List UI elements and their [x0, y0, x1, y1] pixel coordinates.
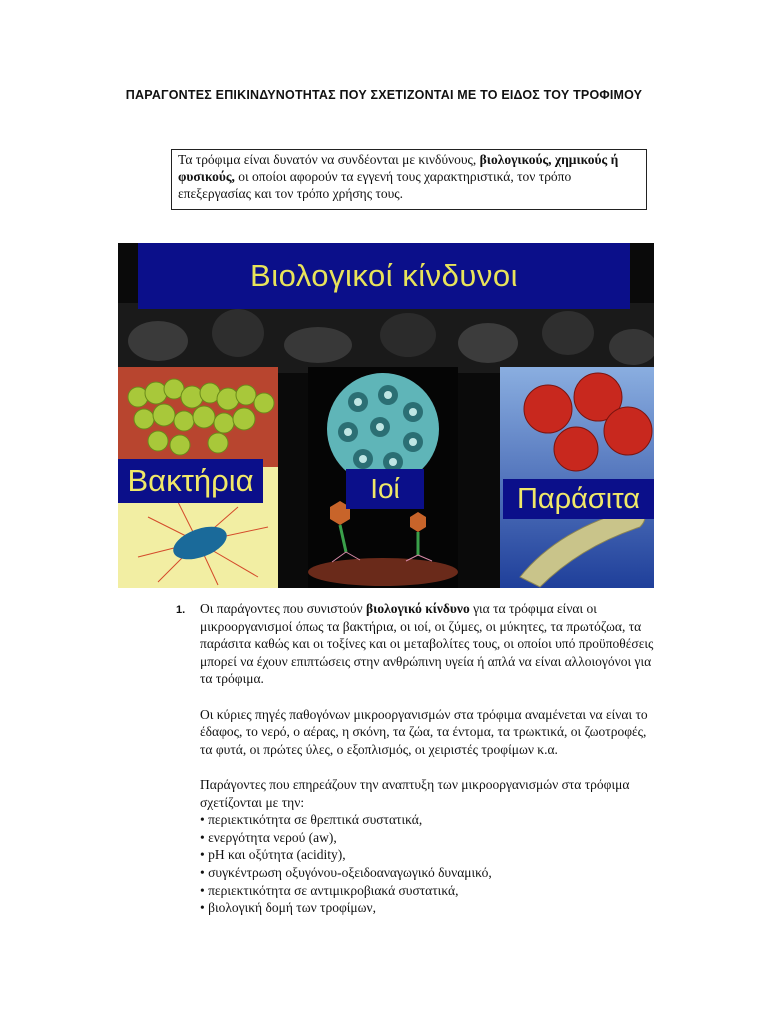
- p1-rest: για τα τρόφιμα είναι οι μικροοργανισμοί όπως τα βακτήρια, οι ιοί, οι ζύμες, οι μύκητες, τα πρωτόζωα, τα παράσιτα καθώς και οι τοξίνες και οι μεταβολίτες τους, οι οποίοι υπό προϋποθέσεις μπορεί να έχουν επιπτώσεις στην ανθρώπινη υγεία ή απλά να είναι αλλοιογόνοι για τα τρόφιμα.: [200, 601, 654, 687]
- list-item: • βιολογική δομή των τροφίμων,: [200, 900, 376, 916]
- paragraph-1: [200, 600, 656, 688]
- label-bacteria: Βακτήρια: [118, 459, 263, 503]
- section-1: [176, 600, 656, 917]
- factor-list: [200, 811, 656, 917]
- list-item: • συγκέντρωση οξυγόνου-οξειδοαναγωγικό δυναμικό,: [200, 864, 492, 880]
- intro-bold: βιολογικούς, χημικούς ή φυσικούς,: [178, 152, 619, 184]
- list-item: • ενεργότητα νερού (aw),: [200, 829, 337, 845]
- paragraph-2: Οι κύριες πηγές παθογόνων μικροοργανισμών στα τρόφιμα αναμένεται να είναι το έδαφος, το νερό, ο αέρας, η σκόνη, τα ζώα, τα έντομα, τα τρωκτικά, οι ζωοτροφές, τα φυτά, οι πρώτες ύλες, ο εξοπλισμός, οι χειριστές τροφίμων κ.α.: [200, 706, 648, 757]
- microbe-background: [118, 303, 654, 373]
- paragraph-3: Παράγοντες που επηρεάζουν την αναπτυξη των μικροοργανισμών στα τρόφιμα σχετίζονται με την:: [200, 776, 630, 810]
- biological-hazards-figure: [118, 243, 654, 588]
- list-item: • pH και οξύτητα (acidity),: [200, 847, 346, 863]
- list-number: 1.: [176, 604, 186, 616]
- figure-title: Βιολογικοί κίνδυνοι: [250, 258, 518, 293]
- p1-start: Οι παράγοντες που συνιστούν: [200, 601, 367, 616]
- list-item: • περιεκτικότητα σε θρεπτικά συστατικά,: [200, 812, 423, 828]
- p1-bold: βιολογικό κίνδυνο: [366, 601, 470, 616]
- list-item: • περιεκτικότητα σε αντιμικροβιακά συστατικά,: [200, 882, 459, 898]
- intro-box: [171, 149, 647, 210]
- page-title: ΠΑΡΑΓΟΝΤΕΣ ΕΠΙΚΙΝΔΥΝΟΤΗΤΑΣ ΠΟΥ ΣΧΕΤΙΖΟΝΤΑΙ ΜΕ ΤΟ ΕΙΔΟΣ ΤΟΥ ΤΡΟΦΙΜΟΥ: [125, 88, 643, 102]
- intro-text-1: Τα τρόφιμα είναι δυνατόν να συνδέονται με κινδύνους,: [178, 152, 480, 167]
- label-viruses: Ιοί: [346, 469, 424, 509]
- figure-title-bar: [138, 243, 630, 309]
- parasites-image: [500, 367, 654, 588]
- label-parasites: Παράσιτα: [503, 479, 654, 519]
- intro-text-2: οι οποίοι αφορούν τα εγγενή τους χαρακτηριστικά, τον τρόπο επεξεργασίας και τον τρόπο χρήσης τους.: [178, 169, 572, 201]
